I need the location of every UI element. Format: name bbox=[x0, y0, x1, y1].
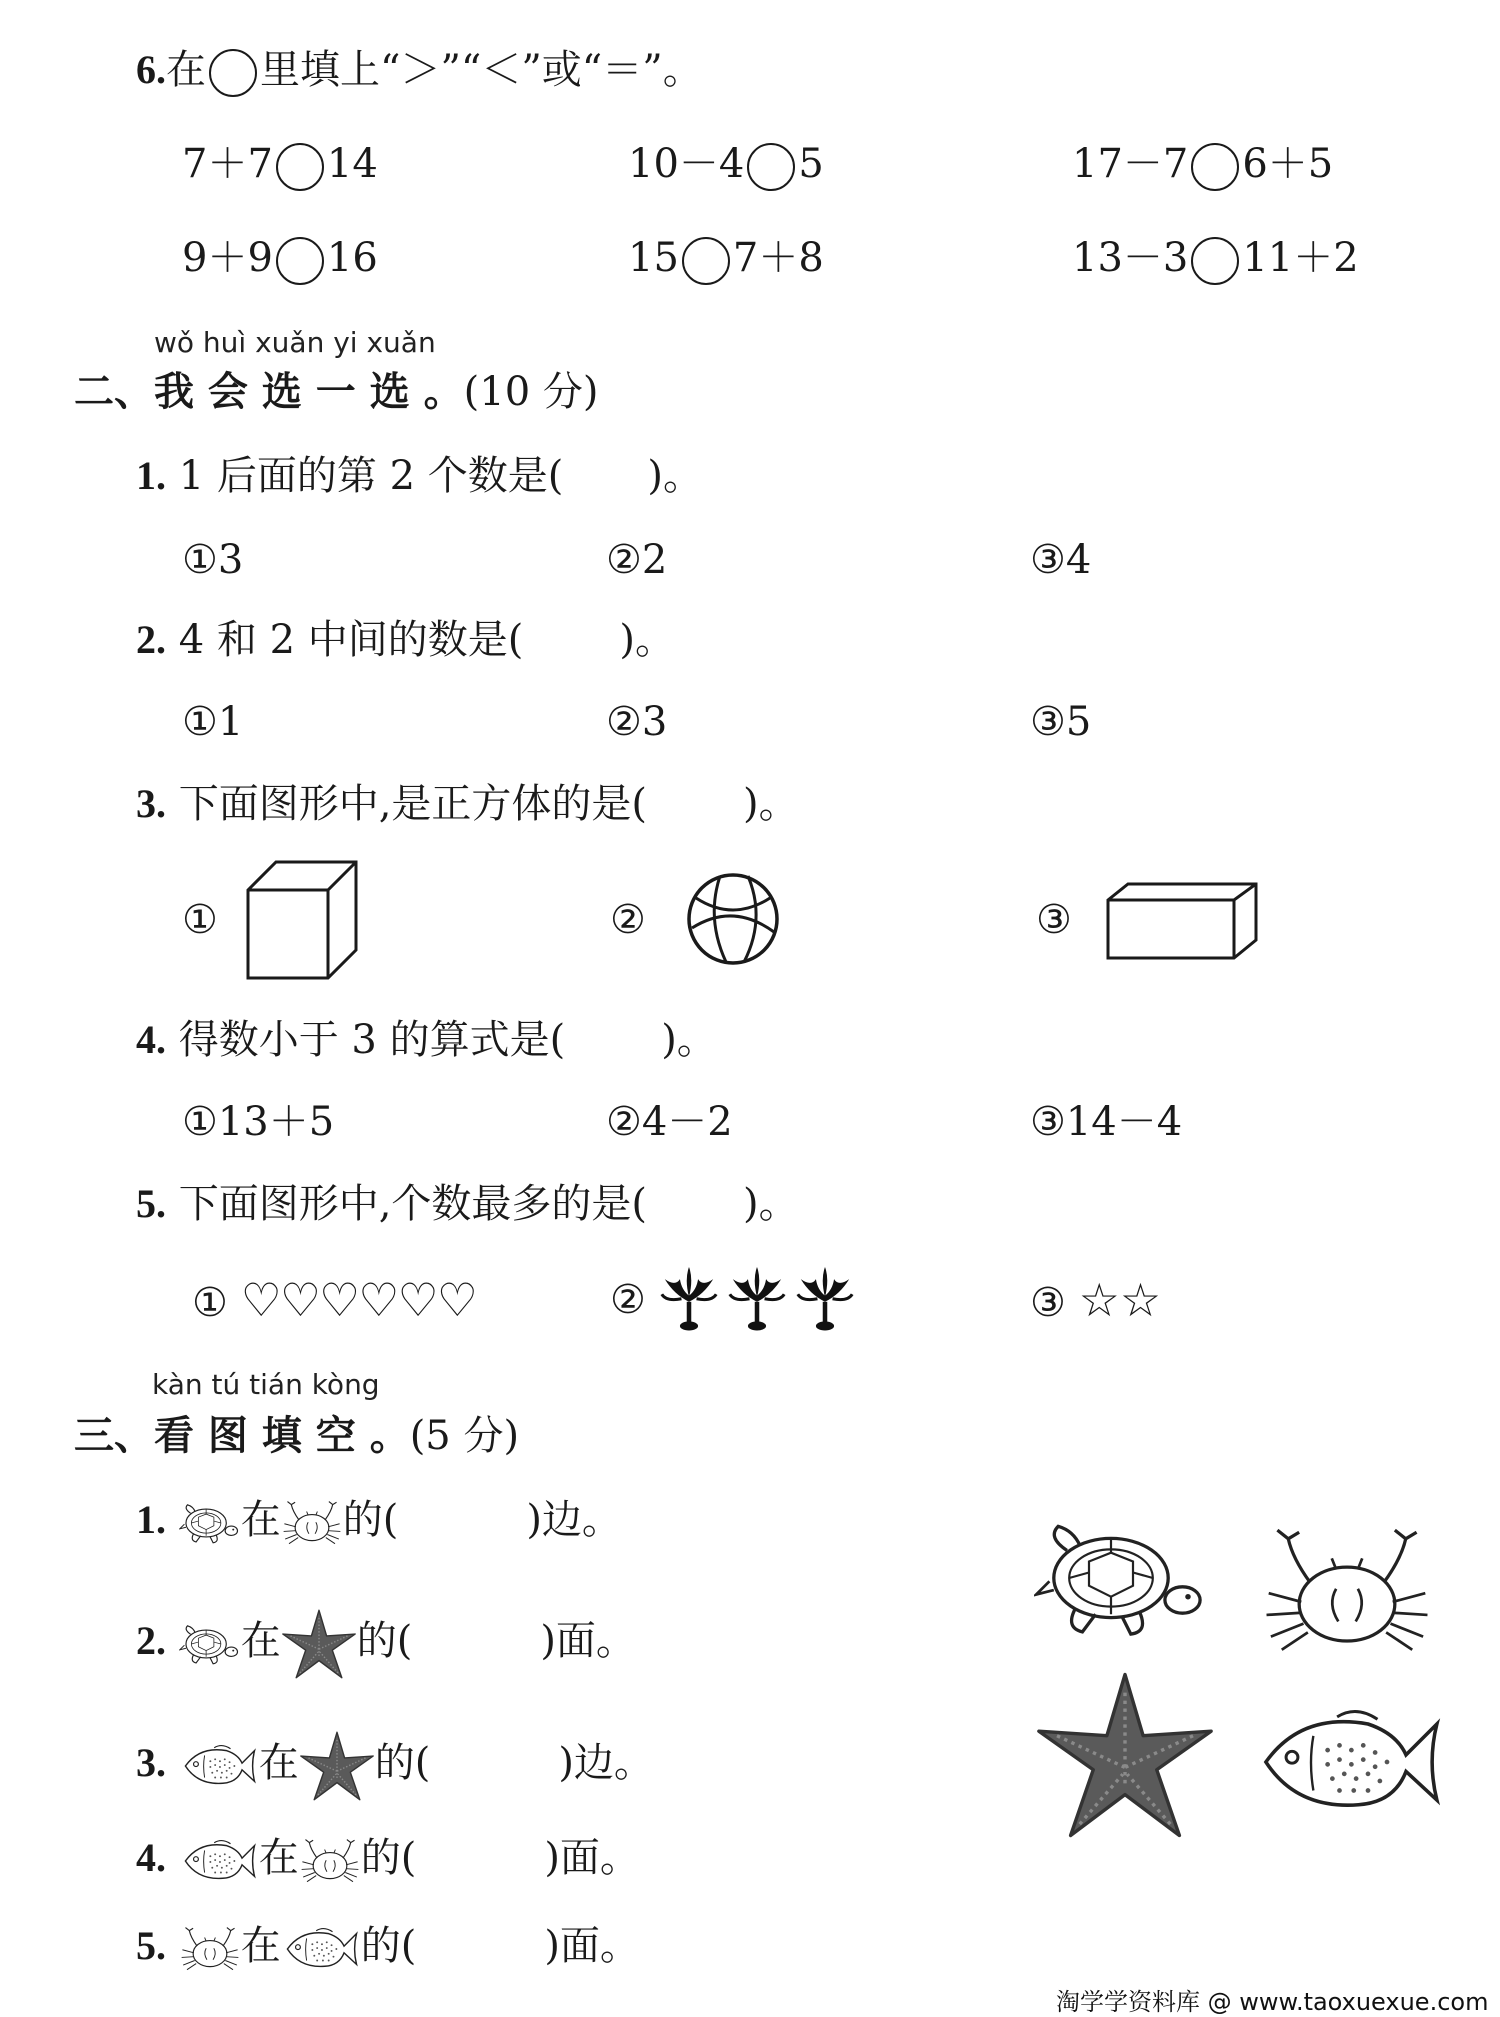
word-zai: 在 bbox=[240, 1618, 281, 1664]
s2-question-1 bbox=[136, 452, 703, 500]
crab-icon bbox=[299, 1838, 361, 1884]
word-zai: 在 bbox=[240, 1497, 281, 1543]
compare-right: 7＋8 bbox=[732, 235, 824, 281]
compare-right: 5 bbox=[798, 141, 824, 187]
compare-item bbox=[628, 140, 824, 191]
compare-item bbox=[182, 234, 378, 285]
option[interactable]: ③14－4 bbox=[1030, 1099, 1183, 1145]
compare-right: 16 bbox=[326, 235, 378, 281]
question-number: 3. bbox=[136, 1740, 166, 1785]
footer-watermark: 淘学学资料库 @ www.taoxuexue.com bbox=[1056, 1988, 1489, 2016]
option-label[interactable]: ③ bbox=[1036, 897, 1072, 943]
question-number: 5. bbox=[136, 1181, 166, 1226]
s3-item-5 bbox=[136, 1922, 640, 1973]
option[interactable]: ②4－2 bbox=[606, 1099, 733, 1145]
turtle-icon bbox=[179, 1500, 241, 1546]
option[interactable]: ③4 bbox=[1030, 537, 1092, 583]
question-tail: )面。 bbox=[544, 1835, 640, 1881]
option-label: ③ bbox=[1030, 1280, 1066, 1326]
crab-icon bbox=[179, 1926, 241, 1972]
starfish-icon bbox=[281, 1604, 357, 1684]
compare-item bbox=[1072, 234, 1359, 285]
word-de: 的( bbox=[360, 1835, 417, 1881]
compare-left: 10－4 bbox=[628, 141, 745, 187]
question-tail: )。 bbox=[743, 781, 799, 827]
compare-left: 15 bbox=[628, 235, 679, 281]
question-number: 4. bbox=[136, 1835, 166, 1880]
s3-item-4 bbox=[136, 1834, 640, 1885]
s3-item-1 bbox=[136, 1496, 622, 1546]
plant-icon bbox=[794, 1264, 856, 1332]
s3-item-3 bbox=[136, 1726, 654, 1806]
compare-right: 14 bbox=[326, 141, 378, 187]
section3-title bbox=[74, 1412, 519, 1460]
cube-icon bbox=[244, 858, 360, 978]
option-hearts[interactable] bbox=[192, 1273, 477, 1327]
crab-picture bbox=[1260, 1524, 1434, 1658]
section-title-text: 三、看 图 填 空 。 bbox=[74, 1412, 410, 1459]
section-title-text: 二、我 会 选 一 选 。 bbox=[74, 368, 464, 415]
starfish-icon bbox=[299, 1726, 375, 1806]
plant-icon bbox=[658, 1264, 720, 1332]
question-text: 下面图形中,个数最多的是( bbox=[178, 1181, 648, 1227]
option-label[interactable]: ① bbox=[182, 897, 218, 943]
question-tail: )面。 bbox=[540, 1618, 636, 1664]
fish-icon bbox=[179, 1837, 259, 1885]
compare-left: 9＋9 bbox=[182, 235, 273, 281]
question-number: 5. bbox=[136, 1923, 166, 1968]
q6-header bbox=[136, 46, 703, 97]
question-text: 1 后面的第 2 个数是( bbox=[178, 453, 564, 499]
circle-icon bbox=[209, 49, 257, 97]
heart-icon: ♡♡♡♡♡♡ bbox=[240, 1273, 477, 1327]
section2-title bbox=[74, 368, 598, 416]
option-label: ② bbox=[610, 1277, 646, 1323]
question-number: 6. bbox=[136, 47, 166, 92]
question-text: 4 和 2 中间的数是( bbox=[178, 617, 524, 663]
plant-icon bbox=[726, 1264, 788, 1332]
ball-icon bbox=[686, 872, 780, 966]
s3-item-2 bbox=[136, 1604, 636, 1684]
question-tail: )。 bbox=[743, 1181, 799, 1227]
word-zai: 在 bbox=[240, 1923, 281, 1969]
option-plants[interactable] bbox=[610, 1276, 646, 1324]
question-tail: )边。 bbox=[526, 1497, 622, 1543]
compare-item bbox=[628, 234, 824, 285]
compare-blank-circle[interactable] bbox=[1191, 143, 1239, 191]
compare-right: 6＋5 bbox=[1242, 141, 1334, 187]
s2-question-4 bbox=[136, 1016, 717, 1064]
s2-question-3 bbox=[136, 780, 799, 828]
compare-blank-circle[interactable] bbox=[1191, 237, 1239, 285]
s2-question-5 bbox=[136, 1180, 799, 1228]
q6-text-post: 里填上“＞”“＜”或“＝”。 bbox=[260, 47, 703, 93]
word-de: 的( bbox=[356, 1618, 413, 1664]
turtle-picture bbox=[1034, 1508, 1210, 1648]
section2-pinyin: wǒ huì xuǎn yi xuǎn bbox=[154, 326, 436, 359]
word-de: 的( bbox=[342, 1497, 399, 1543]
question-tail: )。 bbox=[647, 453, 703, 499]
q6-text-pre: 在 bbox=[166, 47, 206, 93]
question-tail: )边。 bbox=[558, 1740, 654, 1786]
turtle-icon bbox=[179, 1621, 241, 1667]
compare-left: 7＋7 bbox=[182, 141, 273, 187]
compare-left: 17－7 bbox=[1072, 141, 1189, 187]
compare-item bbox=[182, 140, 378, 191]
question-tail: )。 bbox=[619, 617, 675, 663]
question-text: 下面图形中,是正方体的是( bbox=[178, 781, 648, 827]
option-stars[interactable] bbox=[1030, 1273, 1162, 1327]
compare-left: 13－3 bbox=[1072, 235, 1189, 281]
word-zai: 在 bbox=[258, 1740, 299, 1786]
question-tail: )面。 bbox=[544, 1923, 640, 1969]
option-label: ① bbox=[192, 1280, 228, 1326]
option-label[interactable]: ② bbox=[610, 897, 646, 943]
compare-blank-circle[interactable] bbox=[747, 143, 795, 191]
s2-question-2 bbox=[136, 616, 675, 664]
option[interactable]: ②2 bbox=[606, 537, 668, 583]
option[interactable]: ①1 bbox=[182, 699, 244, 745]
fish-icon bbox=[179, 1742, 259, 1790]
word-de: 的( bbox=[360, 1923, 417, 1969]
question-number: 3. bbox=[136, 781, 166, 826]
section3-pinyin: kàn tú tián kòng bbox=[152, 1368, 380, 1401]
option[interactable]: ①3 bbox=[182, 537, 244, 583]
option[interactable]: ③5 bbox=[1030, 699, 1092, 745]
compare-blank-circle[interactable] bbox=[276, 143, 324, 191]
cuboid-icon bbox=[1104, 880, 1258, 960]
compare-right: 11＋2 bbox=[1242, 235, 1359, 281]
star-icon: ☆☆ bbox=[1078, 1273, 1162, 1327]
compare-item bbox=[1072, 140, 1333, 191]
crab-icon bbox=[281, 1500, 343, 1546]
question-tail: )。 bbox=[661, 1017, 717, 1063]
fish-picture bbox=[1254, 1698, 1444, 1826]
question-number: 4. bbox=[136, 1017, 166, 1062]
question-text: 得数小于 3 的算式是( bbox=[178, 1017, 566, 1063]
compare-blank-circle[interactable] bbox=[682, 237, 730, 285]
section-score: (10 分) bbox=[463, 369, 599, 415]
fish-icon bbox=[281, 1925, 361, 1973]
compare-blank-circle[interactable] bbox=[276, 237, 324, 285]
word-de: 的( bbox=[374, 1740, 431, 1786]
question-number: 2. bbox=[136, 617, 166, 662]
question-number: 1. bbox=[136, 453, 166, 498]
question-number: 1. bbox=[136, 1497, 166, 1542]
question-number: 2. bbox=[136, 1618, 166, 1663]
option[interactable]: ①13＋5 bbox=[182, 1099, 335, 1145]
section-score: (5 分) bbox=[409, 1413, 520, 1459]
starfish-picture bbox=[1034, 1670, 1216, 1840]
word-zai: 在 bbox=[258, 1835, 299, 1881]
option[interactable]: ②3 bbox=[606, 699, 668, 745]
